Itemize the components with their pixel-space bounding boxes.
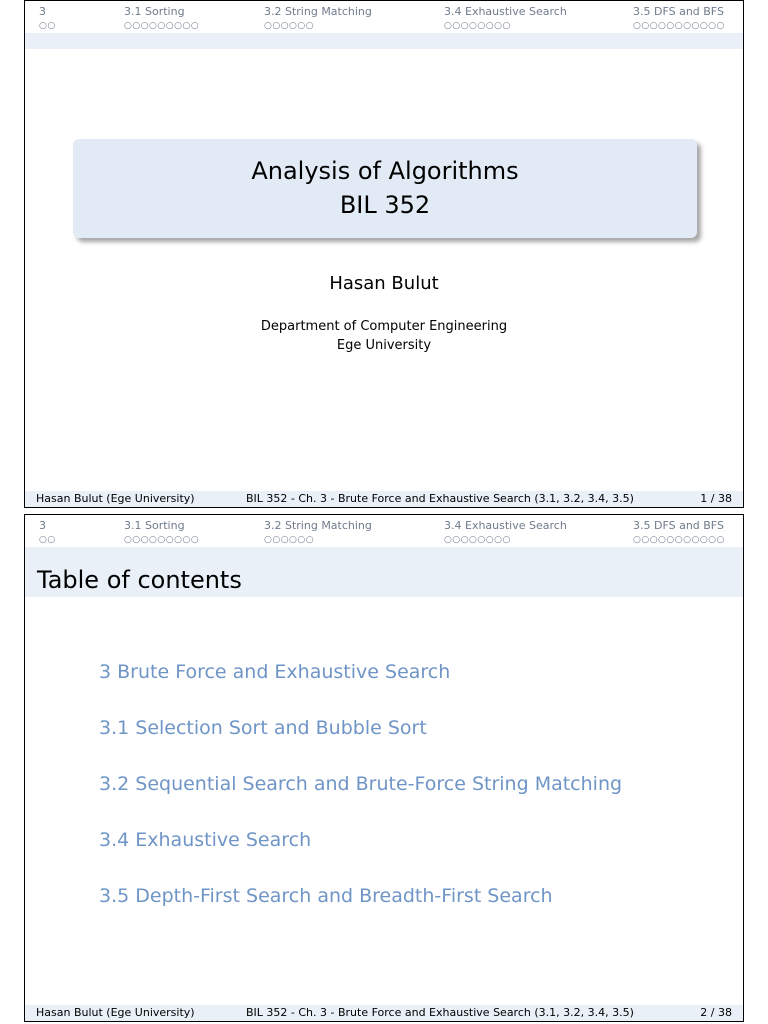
nav-dots-exhaustive-search[interactable]: ○○○○○○○○	[444, 535, 511, 545]
frame-title: Table of contents	[37, 566, 242, 594]
presentation-title: Analysis of Algorithms	[251, 157, 519, 185]
nav-section-sorting[interactable]: 3.1 Sorting	[124, 5, 185, 18]
nav-dots-dfs-bfs[interactable]: ○○○○○○○○○○○	[633, 21, 725, 31]
course-code: BIL 352	[339, 191, 431, 219]
nav-section-dfs-bfs[interactable]: 3.5 DFS and BFS	[633, 5, 724, 18]
nav-dots-sorting[interactable]: ○○○○○○○○○	[124, 21, 200, 31]
department: Department of Computer Engineering	[260, 319, 508, 334]
footer	[25, 491, 743, 507]
navigation-bar	[25, 1, 743, 49]
nav-section-3[interactable]: 3	[39, 519, 46, 532]
navigation-band	[25, 33, 743, 49]
footer-author: Hasan Bulut (Ege University)	[36, 1006, 195, 1019]
page-number: 2 / 38	[700, 1006, 732, 1019]
toc-item-string-matching[interactable]: 3.2 Sequential Search and Brute-Force String Matching	[99, 773, 623, 795]
nav-section-string-matching[interactable]: 3.2 String Matching	[264, 519, 372, 532]
title-box	[73, 139, 697, 238]
nav-section-exhaustive-search[interactable]: 3.4 Exhaustive Search	[444, 519, 567, 532]
nav-dots-3[interactable]: ○○	[39, 21, 56, 31]
navigation-band	[25, 547, 743, 563]
footer-title: BIL 352 - Ch. 3 - Brute Force and Exhaustive Search (3.1, 3.2, 3.4, 3.5)	[246, 492, 634, 505]
toc-item-brute-force[interactable]: 3 Brute Force and Exhaustive Search	[99, 661, 451, 683]
nav-section-exhaustive-search[interactable]: 3.4 Exhaustive Search	[444, 5, 567, 18]
nav-section-dfs-bfs[interactable]: 3.5 DFS and BFS	[633, 519, 724, 532]
nav-section-sorting[interactable]: 3.1 Sorting	[124, 519, 185, 532]
nav-section-3[interactable]: 3	[39, 5, 46, 18]
frame-title-bar	[25, 563, 743, 597]
toc-item-exhaustive-search[interactable]: 3.4 Exhaustive Search	[99, 829, 312, 851]
nav-section-string-matching[interactable]: 3.2 String Matching	[264, 5, 372, 18]
navigation-bar	[25, 515, 743, 563]
nav-dots-dfs-bfs[interactable]: ○○○○○○○○○○○	[633, 535, 725, 545]
author-name: Hasan Bulut	[329, 273, 439, 294]
university: Ege University	[336, 338, 432, 353]
nav-dots-string-matching[interactable]: ○○○○○○	[264, 535, 315, 545]
footer	[25, 1005, 743, 1021]
nav-dots-sorting[interactable]: ○○○○○○○○○	[124, 535, 200, 545]
toc-item-dfs-bfs[interactable]: 3.5 Depth-First Search and Breadth-First Search	[99, 885, 553, 907]
page-number: 1 / 38	[700, 492, 732, 505]
nav-dots-string-matching[interactable]: ○○○○○○	[264, 21, 315, 31]
footer-title: BIL 352 - Ch. 3 - Brute Force and Exhaustive Search (3.1, 3.2, 3.4, 3.5)	[246, 1006, 634, 1019]
nav-dots-exhaustive-search[interactable]: ○○○○○○○○	[444, 21, 511, 31]
toc-item-sorting[interactable]: 3.1 Selection Sort and Bubble Sort	[99, 717, 427, 739]
footer-author: Hasan Bulut (Ege University)	[36, 492, 195, 505]
slide-1	[24, 0, 744, 508]
slide-2	[24, 514, 744, 1022]
nav-dots-3[interactable]: ○○	[39, 535, 56, 545]
